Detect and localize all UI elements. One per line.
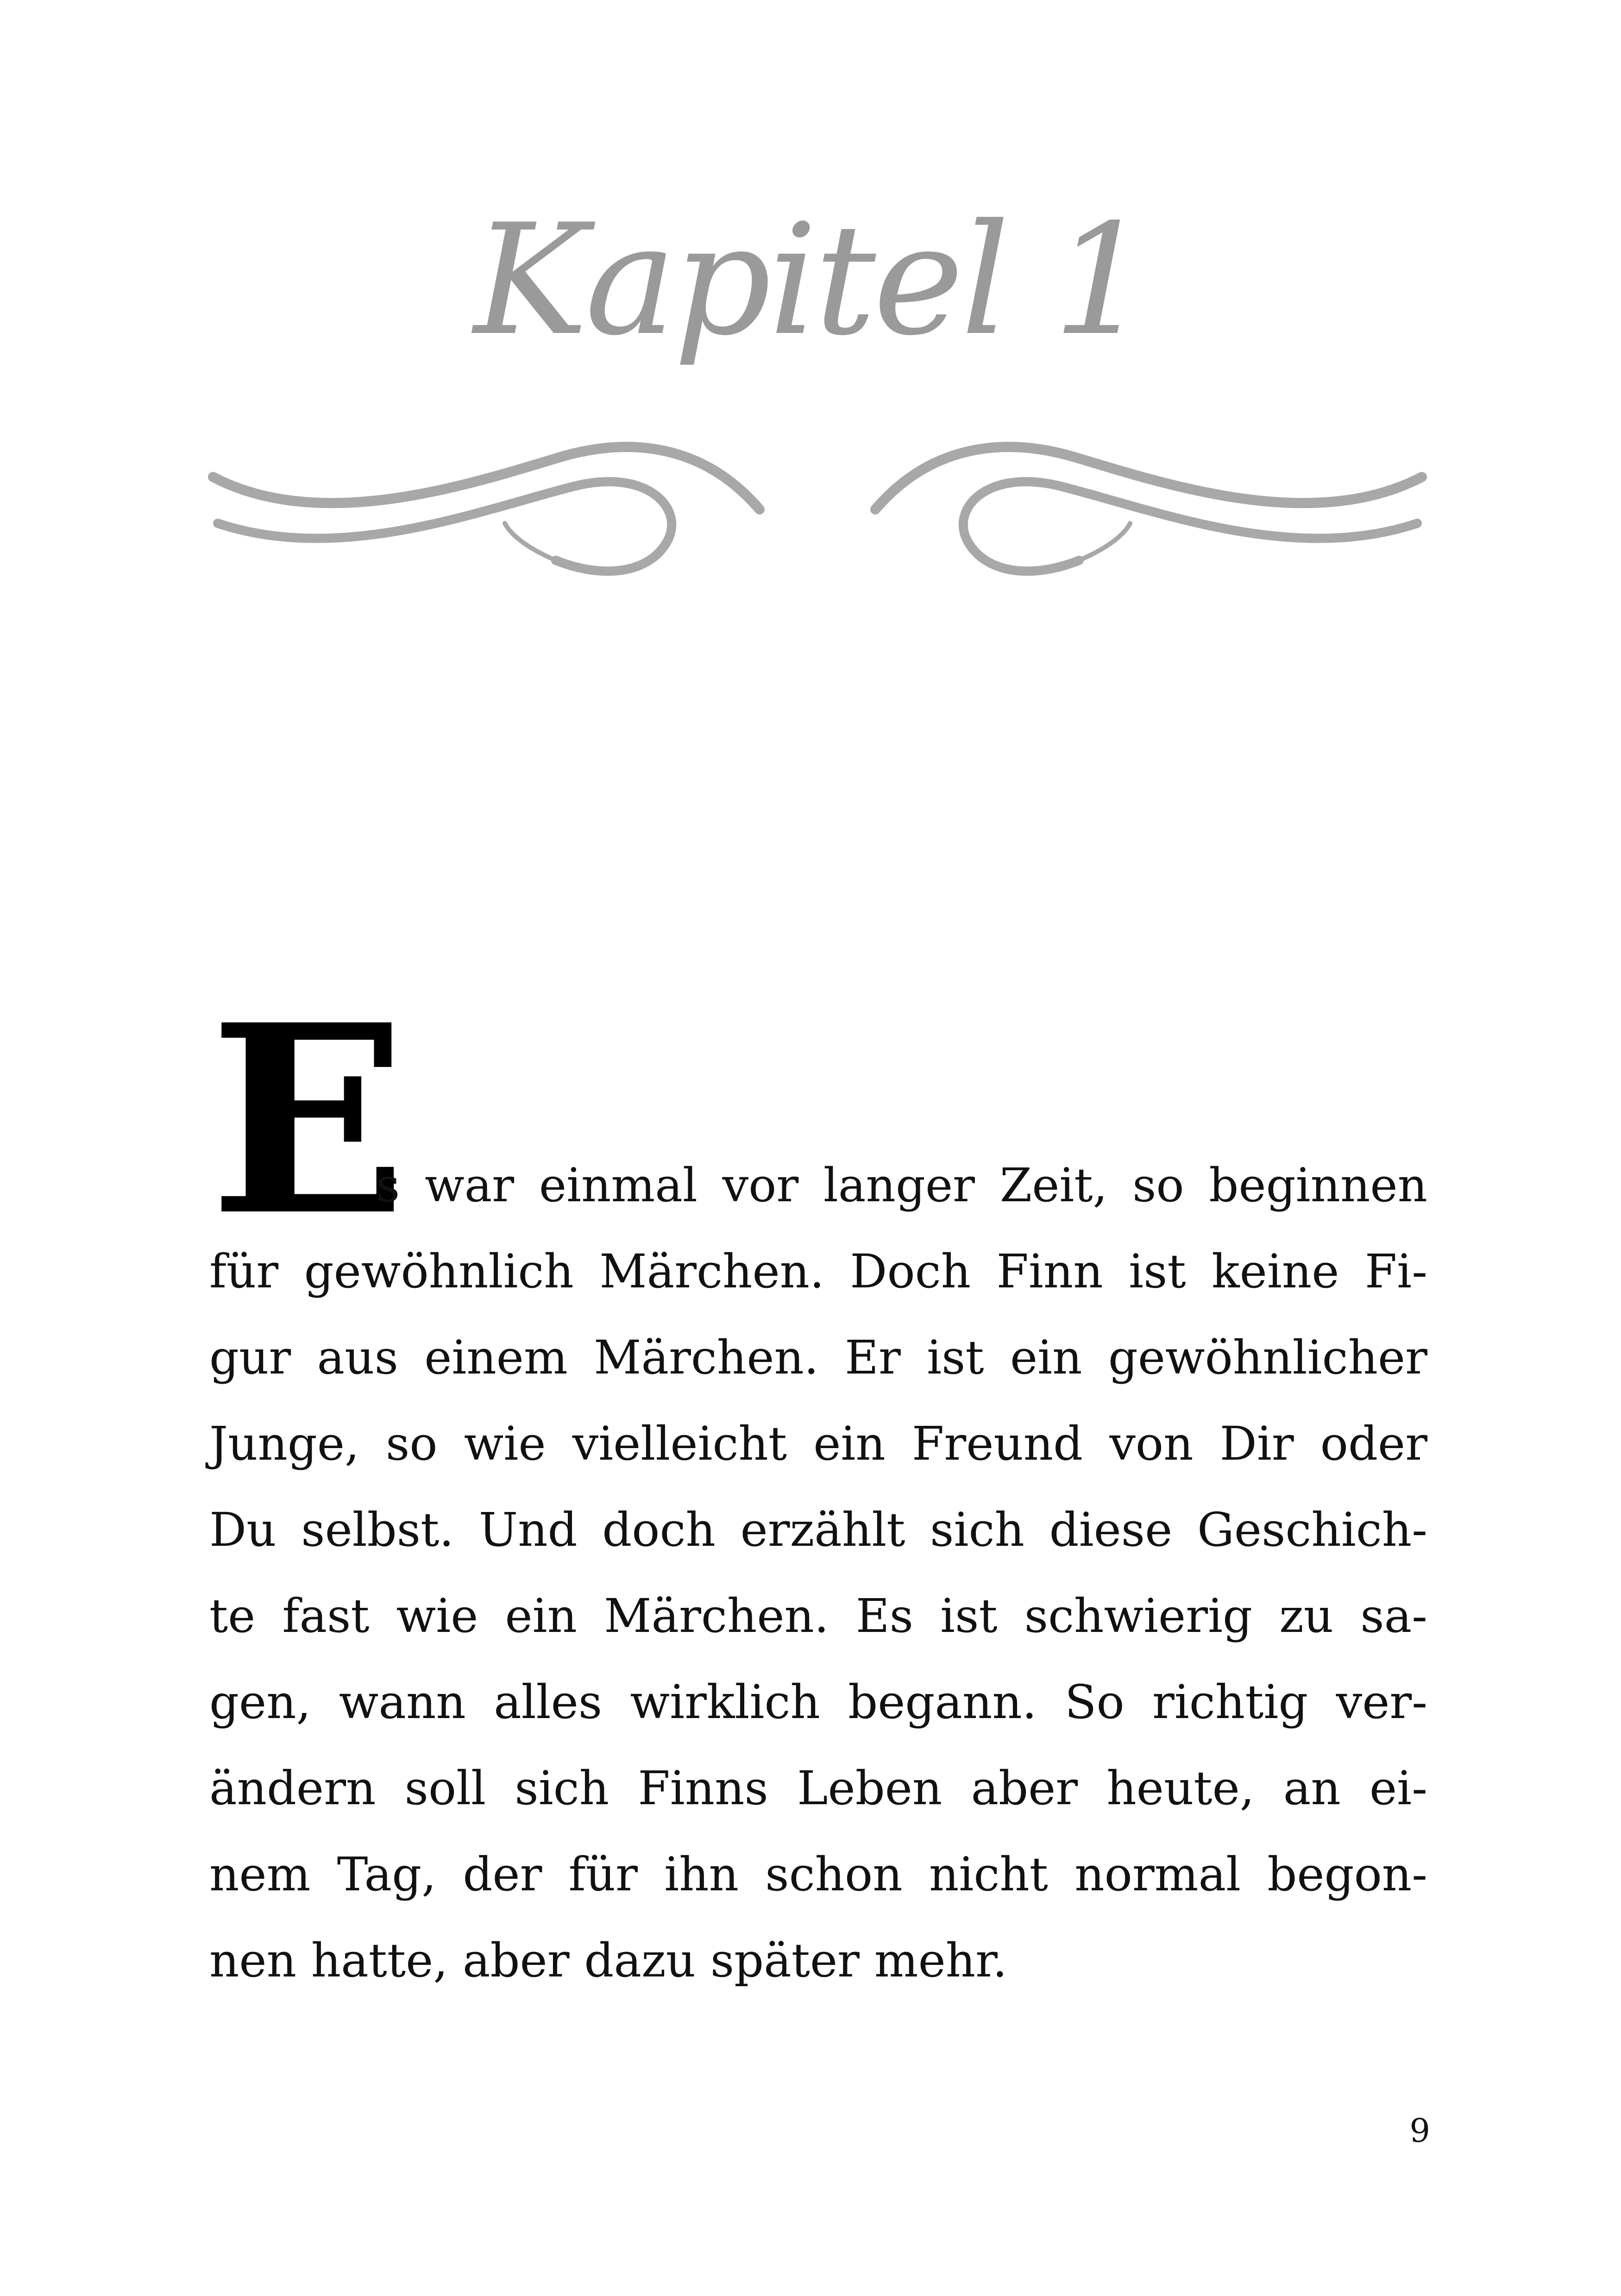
text-line: für gewöhnlich Märchen. Doch Finn ist keine Fi- xyxy=(209,1244,1427,1299)
text-line: ändern soll sich Finns Leben aber heute, an ei- xyxy=(209,1761,1427,1815)
flourish-ornament-icon xyxy=(204,417,1431,611)
drop-cap: E xyxy=(209,968,407,1273)
text-line: Junge, so wie vielleicht ein Freund von Dir oder xyxy=(209,1417,1427,1471)
text-line: nem Tag, der für ihn schon nicht normal begon- xyxy=(209,1847,1427,1901)
page-number: 9 xyxy=(1409,2112,1430,2150)
text-line: gen, wann alles wirklich begann. So richtig ver- xyxy=(209,1675,1427,1729)
text-line: Du selbst. Und doch erzählt sich diese Geschich- xyxy=(209,1503,1427,1557)
text-line: nen hatte, aber dazu später mehr. xyxy=(209,1933,1007,1988)
text-line: te fast wie ein Märchen. Es ist schwierig zu sa- xyxy=(209,1589,1427,1643)
text-line: gur aus einem Märchen. Er ist ein gewöhnlicher xyxy=(209,1330,1427,1385)
text-line: s war einmal vor langer Zeit, so beginnen xyxy=(376,1158,1427,1212)
chapter-title: Kapitel 1 xyxy=(473,191,1148,369)
